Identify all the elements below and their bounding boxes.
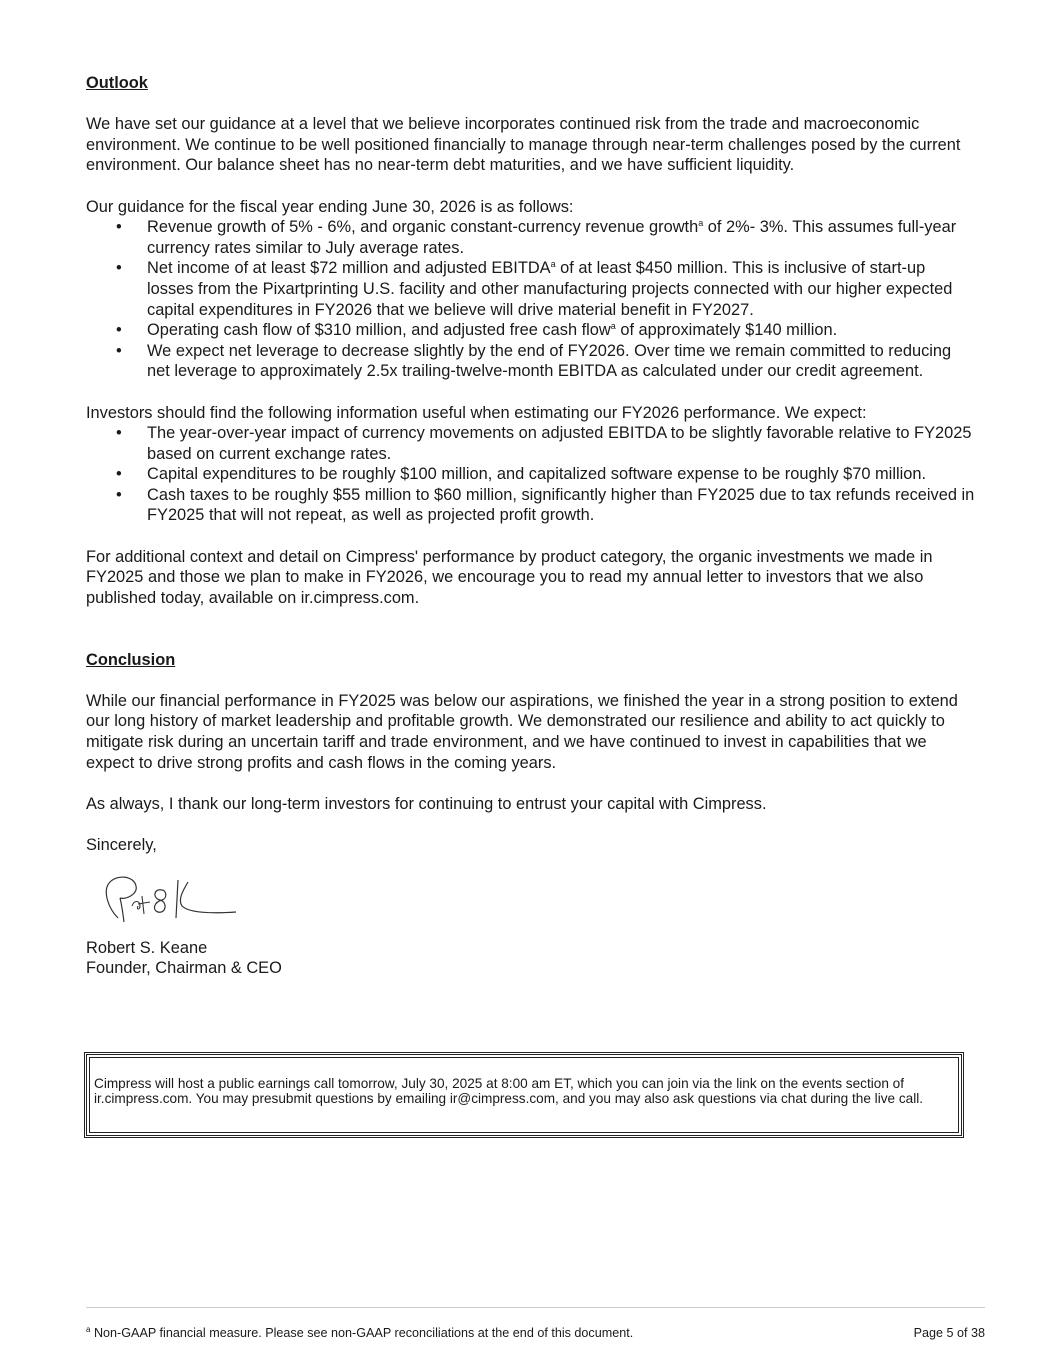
footnote-text: Non-GAAP financial measure. Please see non-GAAP reconciliations at the end of this document.: [90, 1326, 634, 1340]
footnote: [86, 1325, 633, 1341]
bullet-icon: •: [116, 259, 122, 278]
investors-lead: Investors should find the following information useful when estimating our FY2026 performance. We expect:: [86, 403, 867, 422]
bullet-icon: •: [116, 341, 122, 360]
list-item: • Capital expenditures to be roughly $100 million, and capitalized software expense to be roughly $70 million.: [116, 465, 927, 484]
bullet-icon: •: [116, 218, 122, 237]
guidance-list: [86, 217, 976, 382]
outlook-intro: We have set our guidance at a level that we believe incorporates continued risk from the trade and macroeconomic environment. We continue to be well positioned financially to manage through near-term challenges posed by the current environment. Our balance sheet has no near-term debt maturities, and we have sufficient liquidity.: [86, 115, 961, 175]
conclusion-heading: Conclusion: [86, 650, 176, 669]
bullet-icon: •: [116, 321, 122, 340]
signature-icon: [96, 860, 246, 930]
outlook-heading: Outlook: [86, 74, 148, 92]
closing: Sincerely,: [86, 835, 157, 854]
footer-divider: [86, 1307, 985, 1308]
thanks-paragraph: As always, I thank our long-term investors for continuing to entrust your capital with Cimpress.: [86, 794, 767, 813]
list-item: • Operating cash flow of $310 million, and adjusted free cash flow$^a$ of approximately $140 million.: [116, 321, 838, 340]
signer-title: Founder, Chairman & CEO: [86, 959, 282, 978]
list-item: • Cash taxes to be roughly $55 million to $60 million, significantly higher than FY2025 due to tax refunds received in FY2025 that will not repeat, as well as projected profit growth.: [116, 485, 975, 525]
guidance-lead: Our guidance for the fiscal year ending June 30, 2026 is as follows:: [86, 197, 574, 216]
notice-inner-border: [89, 1057, 959, 1133]
earnings-call-notice: [84, 1052, 964, 1138]
expectations-list: [86, 423, 976, 526]
letter-body: [86, 73, 976, 979]
list-item: • The year-over-year impact of currency movements on adjusted EBITDA to be slightly favorable relative to FY2025 based on current exchange rates.: [116, 424, 972, 463]
list-item: • Net income of at least $72 million and adjusted EBITDA$^a$ of at least $450 million. This is inclusive of start-up losses from the Pixartprinting U.S. facility and other manufacturing projects connected with our higher expected capital expenditures in FY2026 that we believe will drive material benefit in FY2027.: [116, 259, 953, 319]
page-number: Page 5 of 38: [913, 1326, 985, 1340]
bullet-icon: •: [116, 465, 122, 484]
context-paragraph: For additional context and detail on Cimpress' performance by product category, the organic investments we made in FY2025 and those we plan to make in FY2026, we encourage you to read my annual letter to investors that we also published today, available on ir.cimpress.com.: [86, 547, 933, 607]
bullet-icon: •: [116, 424, 122, 443]
list-item: • Revenue growth of 5% - 6%, and organic constant-currency revenue growth$^a$ of 2%- 3%. This assumes full-year currency rates similar to July average rates.: [116, 218, 957, 257]
list-item: • We expect net leverage to decrease slightly by the end of FY2026. Over time we remain committed to reducing net leverage to approximately 2.5x trailing-twelve-month EBITDA as calculated under our credit agreement.: [116, 341, 952, 381]
conclusion-body: While our financial performance in FY2025 was below our aspirations, we finished the year in a strong position to extend our long history of market leadership and profitable growth. We demonstrated our resilience and ability to act quickly to mitigate risk during an uncertain tariff and trade environment, and we have continued to invest in capabilities that we expect to drive strong profits and cash flows in the coming years.: [86, 691, 958, 772]
bullet-icon: •: [116, 485, 122, 504]
notice-text: Cimpress will host a public earnings call tomorrow, July 30, 2025 at 8:00 am ET, which you can join via the link on the events section of ir.cimpress.com. You may presubmit questions by emailing ir@cimpress.com, and you may also ask questions via chat during the live call.: [94, 1076, 924, 1106]
signer-name: Robert S. Keane: [86, 938, 208, 957]
footnote-marker: a: [86, 1325, 91, 1334]
